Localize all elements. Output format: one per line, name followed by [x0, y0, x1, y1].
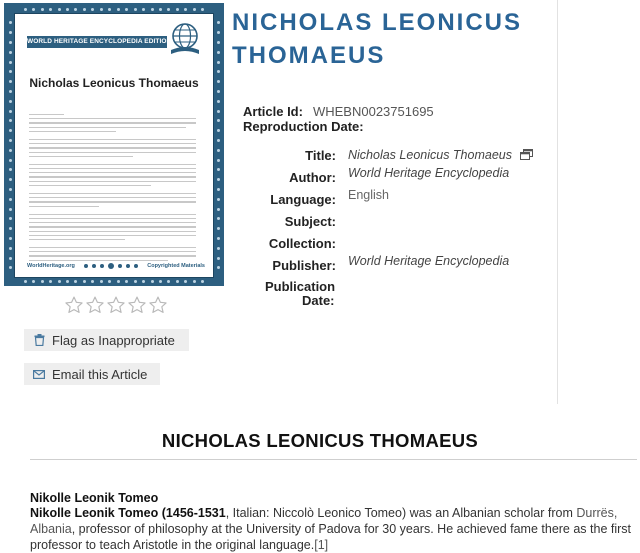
meta-publication-date-label: Publication Date: — [265, 279, 336, 308]
meta-collection-row — [240, 236, 560, 251]
star-outline-icon[interactable] — [127, 295, 147, 315]
article-divider — [30, 459, 637, 460]
star-outline-icon[interactable] — [106, 295, 126, 315]
meta-publisher-row — [240, 254, 560, 273]
meta-subject-label: Subject: — [284, 214, 336, 229]
column-divider — [557, 0, 558, 404]
meta-title-label: Title: — [305, 148, 336, 163]
book-cover-page — [14, 13, 214, 278]
cover-footer-dots — [84, 263, 138, 269]
meta-publication-date-row — [240, 280, 560, 308]
page-title: NICHOLAS LEONICUS THOMAEUS — [232, 9, 523, 69]
reproduction-date-label: Reproduction Date: — [243, 119, 364, 134]
reference-link[interactable]: [1] — [314, 538, 329, 552]
meta-author-label: Author: — [289, 170, 336, 185]
cover-title: Nicholas Leonicus Thomaeus — [29, 76, 199, 90]
cover-border-dots — [213, 18, 223, 273]
book-cover — [4, 3, 224, 286]
external-window-icon[interactable] — [520, 149, 533, 163]
star-outline-icon[interactable] — [64, 295, 84, 315]
article-id-value: WHEBN0023751695 — [312, 104, 434, 119]
meta-collection-label: Collection: — [268, 236, 336, 251]
star-rating[interactable] — [64, 295, 168, 315]
envelope-icon — [32, 367, 46, 381]
meta-language-label: Language: — [270, 192, 336, 207]
link-durres[interactable]: Durrës, Albania — [30, 506, 618, 536]
meta-publisher-value: World Heritage Encyclopedia — [348, 254, 510, 268]
meta-author-row — [240, 166, 560, 185]
meta-title-row — [240, 148, 560, 163]
meta-author-value: World Heritage Encyclopedia — [348, 166, 510, 180]
flag-inappropriate-button[interactable] — [24, 329, 189, 351]
article-paragraph: Nikolle Leonik Tomeo (1456-1531, Italian: Niccolò Leonico Tomeo) was an Albanian scholar from Durrës, Albania, professor of philosophy at the University of Padova for 30 years. He achieved fame there as the first professor to teach Aristotle in the original language.[1] — [30, 506, 632, 552]
cover-text-lines — [29, 114, 203, 264]
globe-logo-icon — [165, 20, 205, 58]
meta-language-row — [240, 188, 560, 207]
cover-border-dots — [15, 4, 213, 14]
trash-icon — [32, 333, 46, 347]
article-subheading: Nikolle Leonik Tomeo — [30, 491, 159, 505]
meta-publisher-label: Publisher: — [272, 258, 336, 273]
cover-border-dots — [5, 18, 15, 273]
star-outline-icon[interactable] — [148, 295, 168, 315]
article-subject-dates: (1456-1531 — [161, 506, 226, 520]
email-article-label: Email this Article — [52, 366, 148, 382]
meta-title-value: Nicholas Leonicus Thomaeus — [348, 148, 512, 162]
article-id — [243, 104, 434, 119]
meta-language-value: English — [348, 188, 389, 202]
cover-footer-copyright: Copyrighted Materials — [147, 263, 205, 269]
star-outline-icon[interactable] — [85, 295, 105, 315]
cover-border-dots — [15, 277, 213, 285]
cover-banner: WORLD HERITAGE ENCYCLOPEDIA EDITION — [27, 36, 167, 48]
cover-footer-site: WorldHeritage.org — [27, 263, 75, 269]
cover-footer — [27, 261, 205, 271]
email-article-button[interactable] — [24, 363, 160, 385]
article-id-label: Article Id: — [243, 104, 303, 119]
meta-subject-row — [240, 214, 560, 229]
article-heading: NICHOLAS LEONICUS THOMAEUS — [161, 430, 479, 451]
flag-inappropriate-label: Flag as Inappropriate — [52, 332, 175, 348]
article-subject-name: Nikolle Leonik Tomeo — [30, 506, 159, 520]
